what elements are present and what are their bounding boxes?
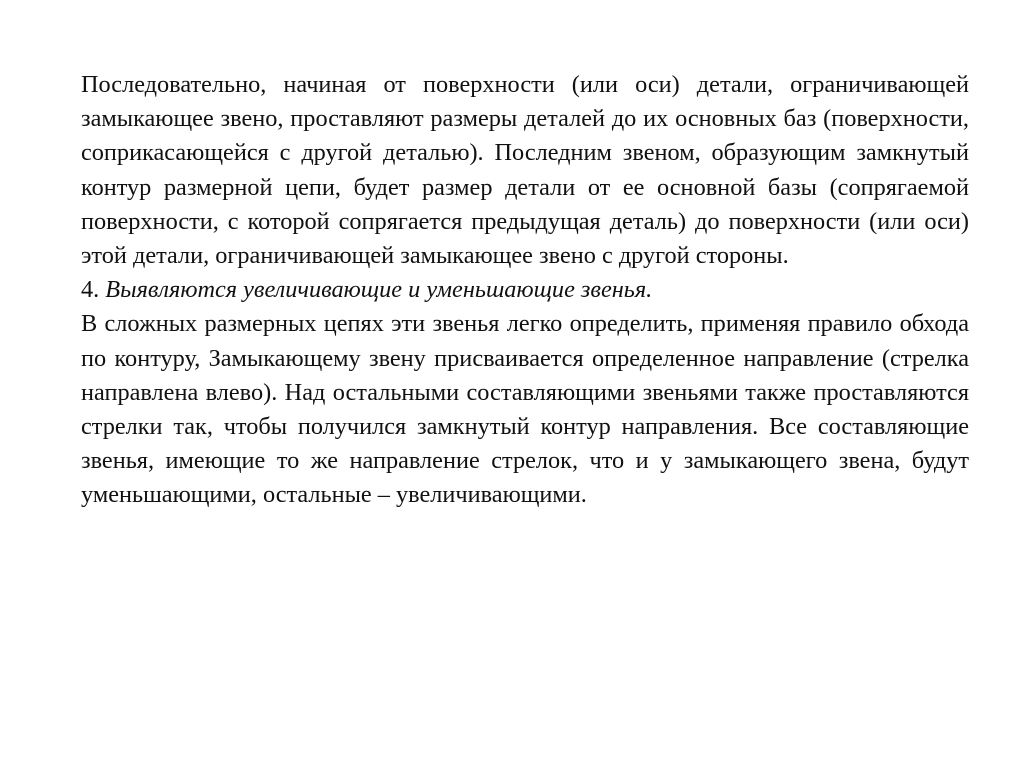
list-item-4-number: 4. xyxy=(81,276,106,304)
list-item-4-heading: Выявляются увеличивающие и уменьшающие звенья. xyxy=(105,276,653,304)
slide-text-block xyxy=(81,68,969,513)
paragraph-contour-bypass-rule: В сложных размерных цепях эти звенья легко определить, применяя правило обхода по контуру, Замыкающему звену присваивается определенное направление (стрелка направлена влево). Над остальными составляющими звеньями также проставляются стрелки так, чтобы получился замкнутый контур направления. Все составляющие звенья, имеющие то же направление стрелок, что и у замыкающего звена, будут уменьшающими, остальные – увеличивающими. xyxy=(81,310,969,509)
list-item-4 xyxy=(81,273,969,307)
paragraph-dimension-chain-procedure: Последовательно, начиная от поверхности (или оси) детали, ограничивающей замыкающее звено, проставляют размеры деталей до их основных баз (поверхности, соприкасающейся с другой деталью). Последним звеном, образующим замкнутый контур размерной цепи, будет размер детали от ее основной базы (сопрягаемой поверхности, с которой сопрягается предыдущая деталь) до поверхности (или оси) этой детали, ограничивающей замыкающее звено с другой стороны. xyxy=(81,71,969,270)
